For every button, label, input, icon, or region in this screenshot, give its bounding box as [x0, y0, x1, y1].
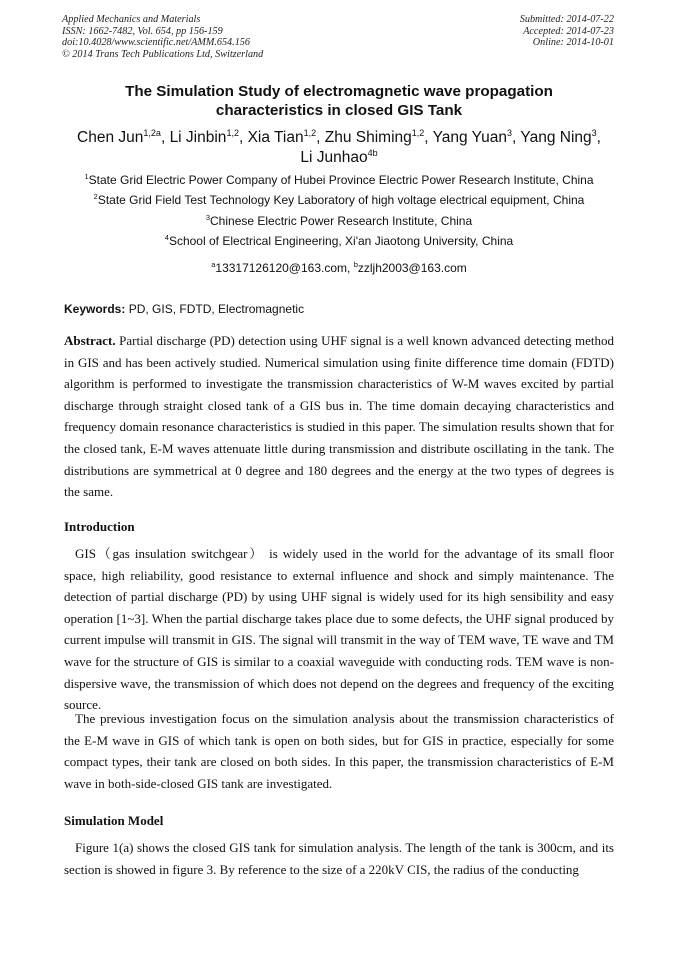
affiliation [40, 211, 638, 231]
author-separator: , [424, 129, 433, 146]
author-affil-mark: 4b [367, 147, 378, 158]
journal-name: Applied Mechanics and Materials [62, 14, 201, 25]
author [433, 129, 521, 146]
author-separator: , [238, 129, 248, 146]
paragraph: GIS（gas insulation switchgear） is widely used in the world for the advantage of its small floor space, high reliability, good resistance to external influence and shock and simply maintenance. The detection of partial discharge (PD) by using UHF signal is widely used for its high sensibility and easy operation [1~3]. When the partial discharge takes place due to some defects, the UHF signal produced by current impulse will transmit in GIS. The signal will transmit in the way of TEM wave, TE wave and TM wave for the structure of GIS is similar to a coaxial waveguide with conducting rods. TEM wave is non-dispersive wave, the transmission of which does not depend on the degrees and frequency of the exciting source. [64, 546, 614, 713]
author [300, 149, 377, 166]
section-heading-simulation-model: Simulation Model [64, 813, 164, 828]
author-name: Xia Tian [247, 129, 304, 146]
author-affil-mark: 1,2 [303, 127, 317, 138]
affiliation-text: Chinese Electric Power Research Institute, China [210, 213, 473, 228]
author [325, 129, 433, 146]
email-b: zzljh2003@163.com [357, 261, 467, 275]
title-line-1: The Simulation Study of electromagnetic wave propagation [125, 83, 553, 100]
affiliation [40, 170, 638, 190]
keywords [64, 300, 304, 318]
email-mark-b: b [353, 260, 358, 269]
paragraph: Figure 1(a) shows the closed GIS tank for simulation analysis. The length of the tank is 300cm, and its section is showed in figure 3. By reference to the size of a 220kV CIS, the radius of the conducting [64, 840, 614, 877]
publication-dates [520, 14, 614, 49]
author-name: Yang Yuan [432, 129, 508, 146]
author [77, 129, 170, 146]
author-name: Yang Ning [520, 129, 592, 146]
paper-title [40, 82, 638, 120]
submitted-date: Submitted: 2014-07-22 [519, 14, 614, 25]
abstract-text: Partial discharge (PD) detection using UHF signal is a well known advanced detecting method in GIS and has been actively studied. Numerical simulation using finite difference time domain (FDTD) algorithm is performed to investigate the transmission characteristics of W-M waves excited by partial discharge through straight closed tank of a GIS bus in. The time domain decaying characteristics and frequency domain resonance characteristics is studied in this paper. The simulation results shown that for the closed tank, E-M waves attenuate little during transmission and distribute oscillating in the tank. The distributions are symmetrical at 0 degree and 180 degrees and the energy at the two types of degrees is the same. [64, 333, 614, 500]
affiliation [40, 231, 638, 251]
email-a: 13317126120@163.com [215, 261, 348, 275]
affiliation-number: 2 [93, 192, 98, 202]
doi-info: doi:10.4028/www.scientific.net/AMM.654.156 [62, 37, 250, 49]
author-affil-mark: 1,2 [226, 127, 239, 138]
title-line-2: characteristics in closed GIS Tank [215, 102, 463, 119]
issn-info: ISSN: 1662-7482, Vol. 654, pp 156-159 [62, 25, 223, 37]
author-name: Zhu Shiming [324, 129, 412, 146]
author-affil-mark: 1,2 [411, 127, 425, 138]
online-date: Online: 2014-10-01 [532, 37, 614, 49]
accepted-date: Accepted: 2014-07-23 [523, 25, 614, 37]
author-name: Li Junhao [300, 149, 368, 166]
author-list [40, 128, 638, 168]
affiliation-list [40, 170, 638, 251]
affiliation-text: School of Electrical Engineering, Xi'an Jiaotong University, China [168, 233, 514, 248]
author-separator: , [596, 129, 601, 146]
author-affil-mark: 1,2a [143, 127, 161, 138]
author-emails [40, 259, 638, 277]
keywords-text: PD, GIS, FDTD, Electromagnetic [125, 302, 305, 316]
author-name: Chen Jun [77, 129, 144, 146]
author-separator: , [316, 129, 325, 146]
author [170, 129, 248, 146]
author [248, 129, 325, 146]
affiliation-number: 4 [164, 232, 169, 242]
abstract-label: Abstract. [64, 333, 116, 348]
copyright-info: © 2014 Trans Tech Publications Ltd, Switzerland [62, 48, 264, 60]
author-separator: , [160, 129, 170, 146]
section-heading-introduction: Introduction [64, 519, 135, 534]
affiliation-text: State Grid Electric Power Company of Hubei Province Electric Power Research Institute, China [88, 173, 594, 187]
paragraph: The previous investigation focus on the simulation analysis about the transmission characteristics of the E-M wave in GIS of which tank is open on both sides, but for GIS in practice, especially for some compact types, their tank are closed on both sides. In this paper, the transmission characteristics of E-M wave in both-side-closed GIS tank are investigated. [64, 711, 614, 791]
email-separator: , [347, 261, 354, 275]
author-name: Li Jinbin [169, 129, 227, 146]
author-affil-mark: 3 [507, 127, 513, 138]
keywords-label: Keywords: [64, 302, 126, 316]
affiliation [40, 190, 638, 210]
author-affil-mark: 3 [591, 127, 597, 138]
publication-info [62, 14, 263, 60]
affiliation-text: State Grid Field Test Technology Key Laboratory of high voltage electrical equipment, China [97, 193, 585, 208]
author [520, 129, 601, 146]
affiliation-number: 1 [84, 172, 89, 181]
affiliation-number: 3 [205, 212, 211, 222]
author-separator: , [512, 129, 521, 146]
email-mark-a: a [211, 260, 216, 269]
abstract [64, 330, 614, 503]
